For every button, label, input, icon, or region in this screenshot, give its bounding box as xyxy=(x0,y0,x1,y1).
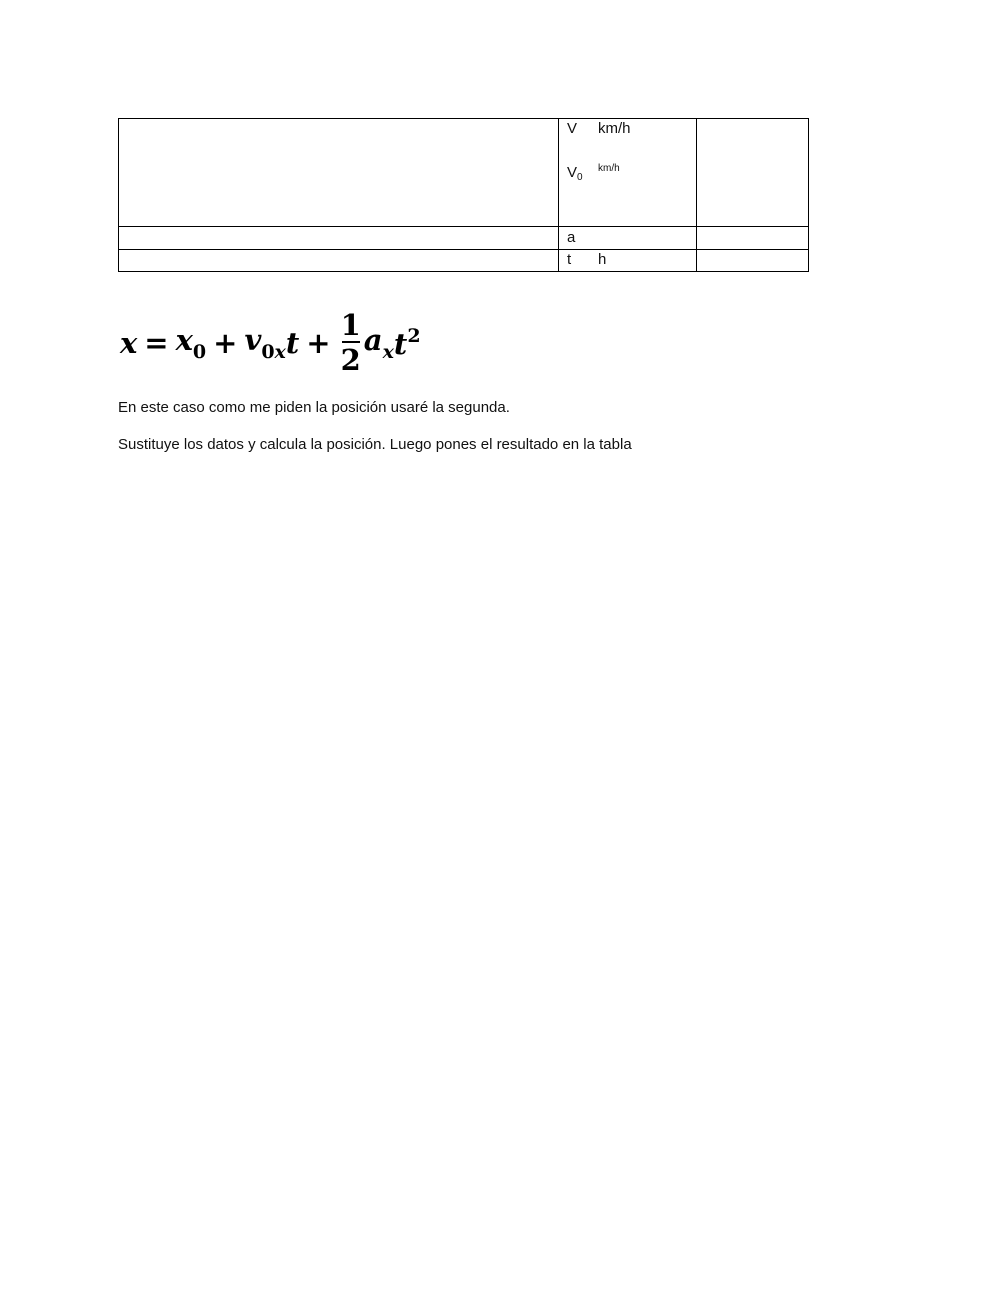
velocity-unit: km/h xyxy=(598,120,631,137)
formula-plus: + xyxy=(306,326,331,360)
formula-x0: $x_0$ xyxy=(175,323,207,363)
variable-cell-acceleration xyxy=(559,227,697,250)
answer-cell-time[interactable] xyxy=(697,250,809,272)
instruction-line-2: Sustituye los datos y calcula la posición. Luego pones el resultado en la tabla xyxy=(118,436,632,453)
statement-cell xyxy=(119,250,559,272)
statement-cell xyxy=(119,227,559,250)
statement-cell xyxy=(119,119,559,227)
table-row xyxy=(119,227,809,250)
answer-cell-acceleration[interactable] xyxy=(697,227,809,250)
formula-fraction xyxy=(341,309,361,377)
position-formula xyxy=(120,305,421,381)
velocity-symbol: V xyxy=(567,120,578,137)
data-table xyxy=(118,118,809,272)
initial-velocity-subscript: 0 xyxy=(577,172,583,183)
table-row xyxy=(119,119,809,227)
instruction-line-1: En este caso como me piden la posición usaré la segunda. xyxy=(118,399,510,416)
formula-t: t xyxy=(285,326,300,360)
formula-ax: $a_x$ xyxy=(363,323,394,363)
variable-cell-time xyxy=(559,250,697,272)
variable-cell-velocity xyxy=(559,119,697,227)
formula-plus: + xyxy=(213,326,238,360)
initial-velocity-symbol: $V_0$ xyxy=(567,164,583,183)
acceleration-symbol: a xyxy=(567,229,576,246)
table-row xyxy=(119,250,809,272)
formula-equals: = xyxy=(144,326,169,360)
fraction-numerator: 1 xyxy=(340,308,361,342)
answer-cell-velocity[interactable] xyxy=(697,119,809,227)
time-unit: h xyxy=(598,251,607,268)
formula-t-squared: $t^2$ xyxy=(393,325,421,361)
initial-velocity-unit: km/h xyxy=(598,163,620,174)
formula-v0x: $v_{0x}$ xyxy=(244,323,286,363)
fraction-denominator: 2 xyxy=(340,343,361,377)
time-symbol: t xyxy=(567,251,572,268)
formula-lhs: x xyxy=(120,326,138,360)
